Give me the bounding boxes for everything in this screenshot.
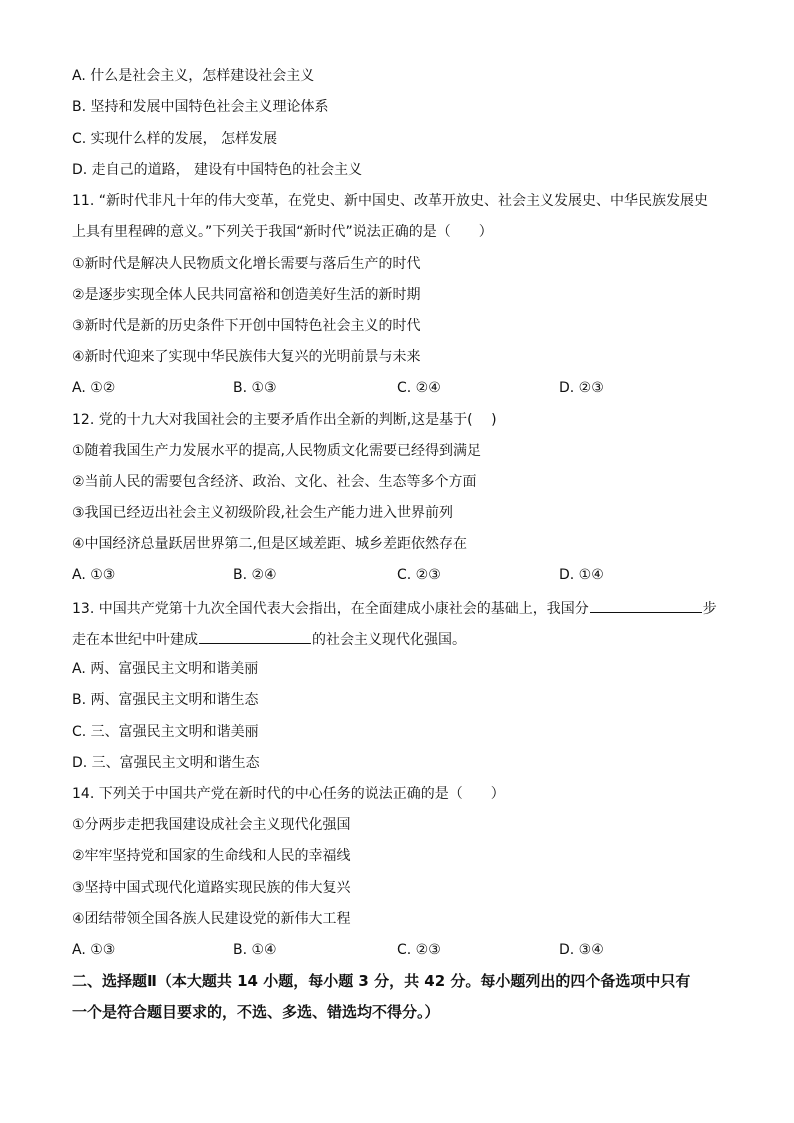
q14-choice-d: D. ③④ (559, 942, 604, 958)
q12-choice-a: A. ①③ (72, 567, 116, 583)
q13-stem-part1: 13. 中国共产党第十九次全国代表大会指出，在全面建成小康社会的基础上，我国分 (72, 601, 589, 617)
q11-stem-line1: 11. “新时代非凡十年的伟大变革，在党史、新中国史、改革开放史、社会主义发展史、中华民族发展史 (72, 193, 708, 209)
q10-option-a: A. 什么是社会主义，怎样建设社会主义 (72, 68, 315, 84)
q13-blank-1 (590, 597, 702, 613)
q11-stem-line2: 上具有里程碑的意义。”下列关于我国“新时代”说法正确的是（ ） (72, 224, 493, 240)
q10-option-b: B. 坚持和发展中国特色社会主义理论体系 (72, 99, 329, 115)
q11-statement-2: ②是逐步实现全体人民共同富裕和创造美好生活的新时期 (72, 287, 421, 303)
q14-choices (72, 940, 722, 960)
q11-statement-4: ④新时代迎来了实现中华民族伟大复兴的光明前景与未来 (72, 349, 421, 365)
q11-statement-1: ①新时代是解决人民物质文化增长需要与落后生产的时代 (72, 256, 421, 272)
q14-statement-2: ②牢牢坚持党和国家的生命线和人民的幸福线 (72, 848, 351, 864)
q12-statement-3: ③我国已经迈出社会主义初级阶段,社会生产能力进入世界前列 (72, 505, 453, 521)
q11-choice-b: B. ①③ (233, 380, 277, 396)
q12-stem: 12. 党的十九大对我国社会的主要矛盾作出全新的判断,这是基于( ) (72, 412, 497, 428)
q14-statement-3: ③坚持中国式现代化道路实现民族的伟大复兴 (72, 880, 351, 896)
q14-choice-a: A. ①③ (72, 942, 116, 958)
q13-blank-2 (199, 628, 311, 644)
q13-option-b: B. 两、富强民主文明和谐生态 (72, 692, 259, 708)
q13-stem-part3: 走在本世纪中叶建成 (72, 632, 198, 648)
q13-stem-part4: 的社会主义现代化强国。 (312, 632, 466, 648)
q12-statement-2: ②当前人民的需要包含经济、政治、文化、社会、生态等多个方面 (72, 474, 477, 490)
q12-choice-b: B. ②④ (233, 567, 277, 583)
q13-stem-line1 (72, 597, 722, 619)
q11-choice-a: A. ①② (72, 380, 116, 396)
q13-option-a: A. 两、富强民主文明和谐美丽 (72, 661, 259, 677)
section2-heading-line1: 二、选择题Ⅱ（本大题共 14 小题，每小题 3 分，共 42 分。每小题列出的四个备选项中只有 (72, 972, 691, 990)
q13-option-c: C. 三、富强民主文明和谐美丽 (72, 724, 259, 740)
q11-choice-c: C. ②④ (397, 380, 441, 396)
q14-choice-b: B. ①④ (233, 942, 277, 958)
q14-statement-4: ④团结带领全国各族人民建设党的新伟大工程 (72, 911, 351, 927)
q14-stem: 14. 下列关于中国共产党在新时代的中心任务的说法正确的是（ ） (72, 786, 505, 802)
q13-stem-line2 (72, 628, 722, 650)
q11-statement-3: ③新时代是新的历史条件下开创中国特色社会主义的时代 (72, 318, 421, 334)
section2-heading-line2: 一个是符合题目要求的，不选、多选、错选均不得分。） (72, 1003, 440, 1021)
q11-choices (72, 378, 722, 398)
q10-option-c: C. 实现什么样的发展， 怎样发展 (72, 131, 278, 147)
q12-choice-c: C. ②③ (397, 567, 441, 583)
q12-statement-4: ④中国经济总量跃居世界第二,但是区域差距、城乡差距依然存在 (72, 536, 467, 552)
q13-stem-part2: 步 (702, 601, 717, 617)
q12-choice-d: D. ①④ (559, 567, 604, 583)
q14-statement-1: ①分两步走把我国建设成社会主义现代化强国 (72, 817, 351, 833)
q12-choices (72, 565, 722, 585)
q10-option-d: D. 走自己的道路， 建设有中国特色的社会主义 (72, 162, 363, 178)
q12-statement-1: ①随着我国生产力发展水平的提高,人民物质文化需要已经得到满足 (72, 443, 481, 459)
q13-option-d: D. 三、富强民主文明和谐生态 (72, 755, 260, 771)
q11-choice-d: D. ②③ (559, 380, 604, 396)
q14-choice-c: C. ②③ (397, 942, 441, 958)
